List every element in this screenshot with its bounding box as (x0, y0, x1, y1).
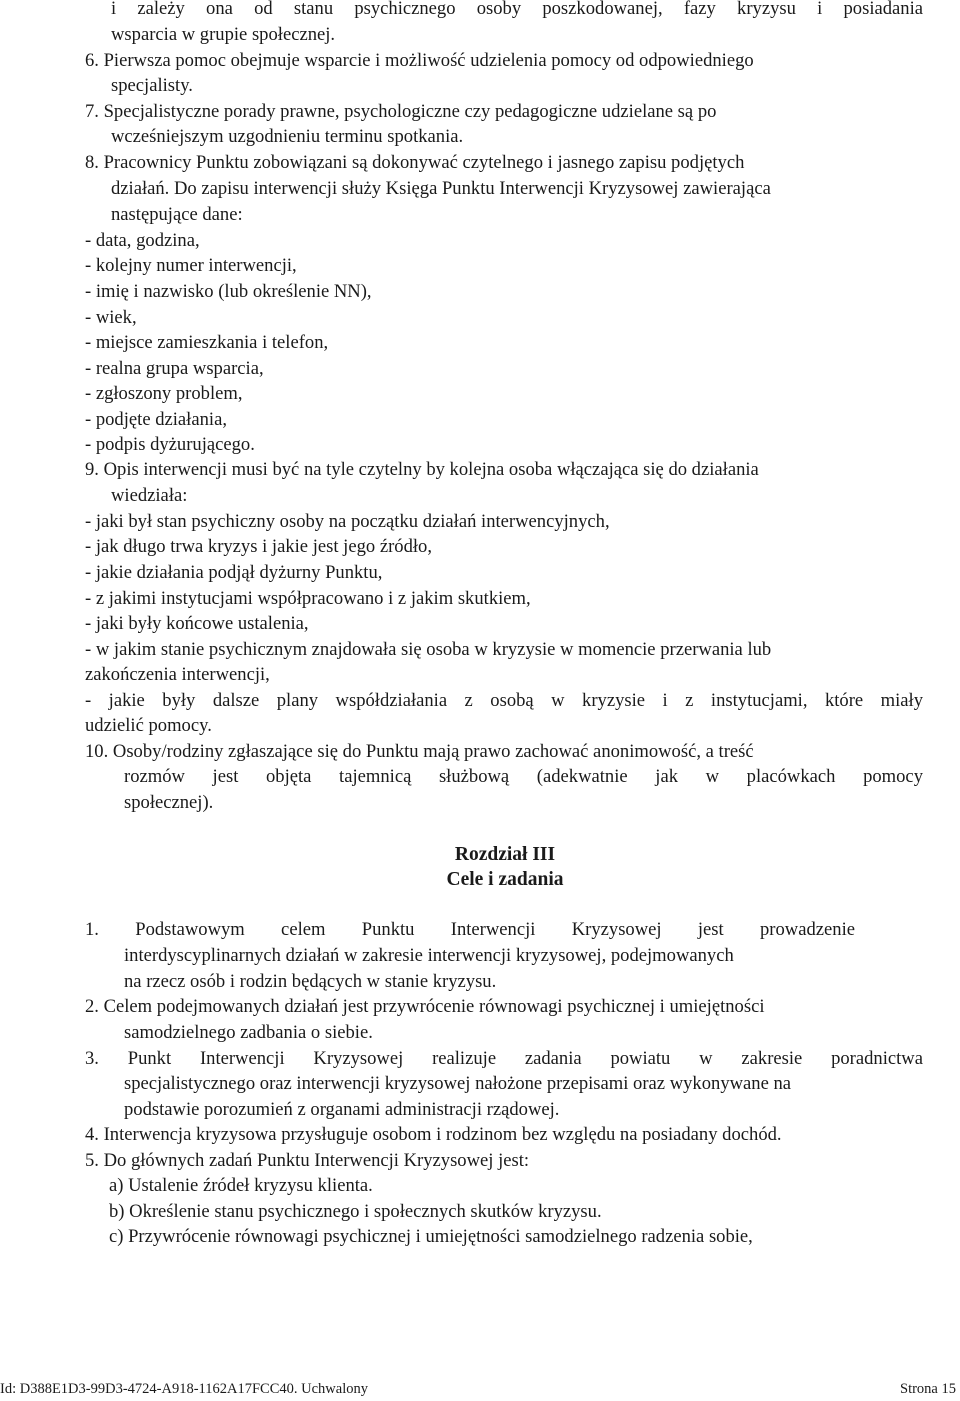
text-line: 1. Podstawowym celem Punktu Interwencji Kryzysowej jest prowadzenie (85, 919, 855, 940)
text-line: 4. Interwencja kryzysowa przysługuje osobom i rodzinom bez względu na posiadany dochód. (85, 1124, 782, 1145)
text-line: interdyscyplinarnych działań w zakresie interwencji kryzysowej, podejmowanych (124, 945, 734, 966)
text-line: 9. Opis interwencji musi być na tyle czytelny by kolejna osoba włączająca się do działania (85, 459, 759, 480)
text-line: 5. Do głównych zadań Punktu Interwencji Kryzysowej jest: (85, 1150, 530, 1171)
list-item: - jakie były dalsze plany współdziałania z osobą w kryzysie i z instytucjami, które miały (85, 690, 923, 711)
list-item: - imię i nazwisko (lub określenie NN), (85, 281, 372, 302)
list-item: b) Określenie stanu psychicznego i społecznych skutków kryzysu. (109, 1201, 602, 1222)
text-line: rozmów jest objęta tajemnicą służbową (adekwatnie jak w placówkach pomocy (124, 766, 923, 787)
list-item: - jak długo trwa kryzys i jakie jest jego źródło, (85, 536, 432, 557)
text-line: i zależy ona od stanu psychicznego osoby poszkodowanej, fazy kryzysu i posiadania (111, 0, 923, 19)
text-line: 6. Pierwsza pomoc obejmuje wsparcie i możliwość udzielenia pomocy od odpowiedniego (85, 50, 754, 71)
text-line: specjalistycznego oraz interwencji kryzysowej nałożone przepisami oraz wykonywane na (124, 1073, 792, 1094)
text-line: samodzielnego zadbania o siebie. (124, 1022, 373, 1043)
list-item: a) Ustalenie źródeł kryzysu klienta. (109, 1175, 373, 1196)
text-line: na rzecz osób i rodzin będących w stanie kryzysu. (124, 971, 497, 992)
list-item: - z jakimi instytucjami współpracowano i z jakim skutkiem, (85, 588, 531, 609)
list-item: - wiek, (85, 307, 137, 328)
text-line: podstawie porozumień z organami administracji rządowej. (124, 1099, 560, 1120)
text-line: wsparcia w grupie społecznej. (111, 24, 336, 45)
text-line: wcześniejszym uzgodnieniu terminu spotkania. (111, 126, 464, 147)
text-line: wiedziała: (111, 485, 188, 506)
text-line: 2. Celem podejmowanych działań jest przywrócenie równowagi psychicznej i umiejętności (85, 996, 765, 1017)
text-line: 10. Osoby/rodziny zgłaszające się do Punktu mają prawo zachować anonimowość, a treść (85, 741, 754, 762)
list-item: zakończenia interwencji, (85, 664, 270, 685)
text-line: 7. Specjalistyczne porady prawne, psychologiczne czy pedagogiczne udzielane są po (85, 101, 717, 122)
list-item: - zgłoszony problem, (85, 383, 243, 404)
list-item: c) Przywrócenie równowagi psychicznej i umiejętności samodzielnego radzenia sobie, (109, 1226, 753, 1247)
text-line: działań. Do zapisu interwencji służy Księga Punktu Interwencji Kryzysowej zawierająca (111, 178, 771, 199)
list-item: - podpis dyżurującego. (85, 434, 255, 455)
list-item: - miejsce zamieszkania i telefon, (85, 332, 329, 353)
list-item: - jaki był stan psychiczny osoby na początku działań interwencyjnych, (85, 511, 610, 532)
text-line: 8. Pracownicy Punktu zobowiązani są dokonywać czytelnego i jasnego zapisu podjętych (85, 152, 745, 173)
text-line: 3. Punkt Interwencji Kryzysowej realizuje zadania powiatu w zakresie poradnictwa (85, 1048, 923, 1069)
text-line: specjalisty. (111, 75, 193, 96)
document-id: Id: D388E1D3-99D3-4724-A918-1162A17FCC40. Uchwalony (0, 1381, 368, 1397)
list-item: - data, godzina, (85, 230, 200, 251)
list-item: - podjęte działania, (85, 409, 227, 430)
list-item: - jaki były końcowe ustalenia, (85, 613, 309, 634)
text-line: następujące dane: (111, 204, 243, 225)
list-item: - jakie działania podjął dyżurny Punktu, (85, 562, 383, 583)
page-number: Strona 15 (900, 1381, 956, 1397)
list-item: - kolejny numer interwencji, (85, 255, 297, 276)
chapter-title: Cele i zadania (446, 869, 564, 890)
chapter-number: Rozdział III (454, 844, 556, 865)
list-item: - realna grupa wsparcia, (85, 358, 264, 379)
list-item: - w jakim stanie psychicznym znajdowała się osoba w kryzysie w momencie przerwania lub (85, 639, 772, 660)
list-item: udzielić pomocy. (85, 715, 212, 736)
text-line: społecznej). (124, 792, 214, 813)
